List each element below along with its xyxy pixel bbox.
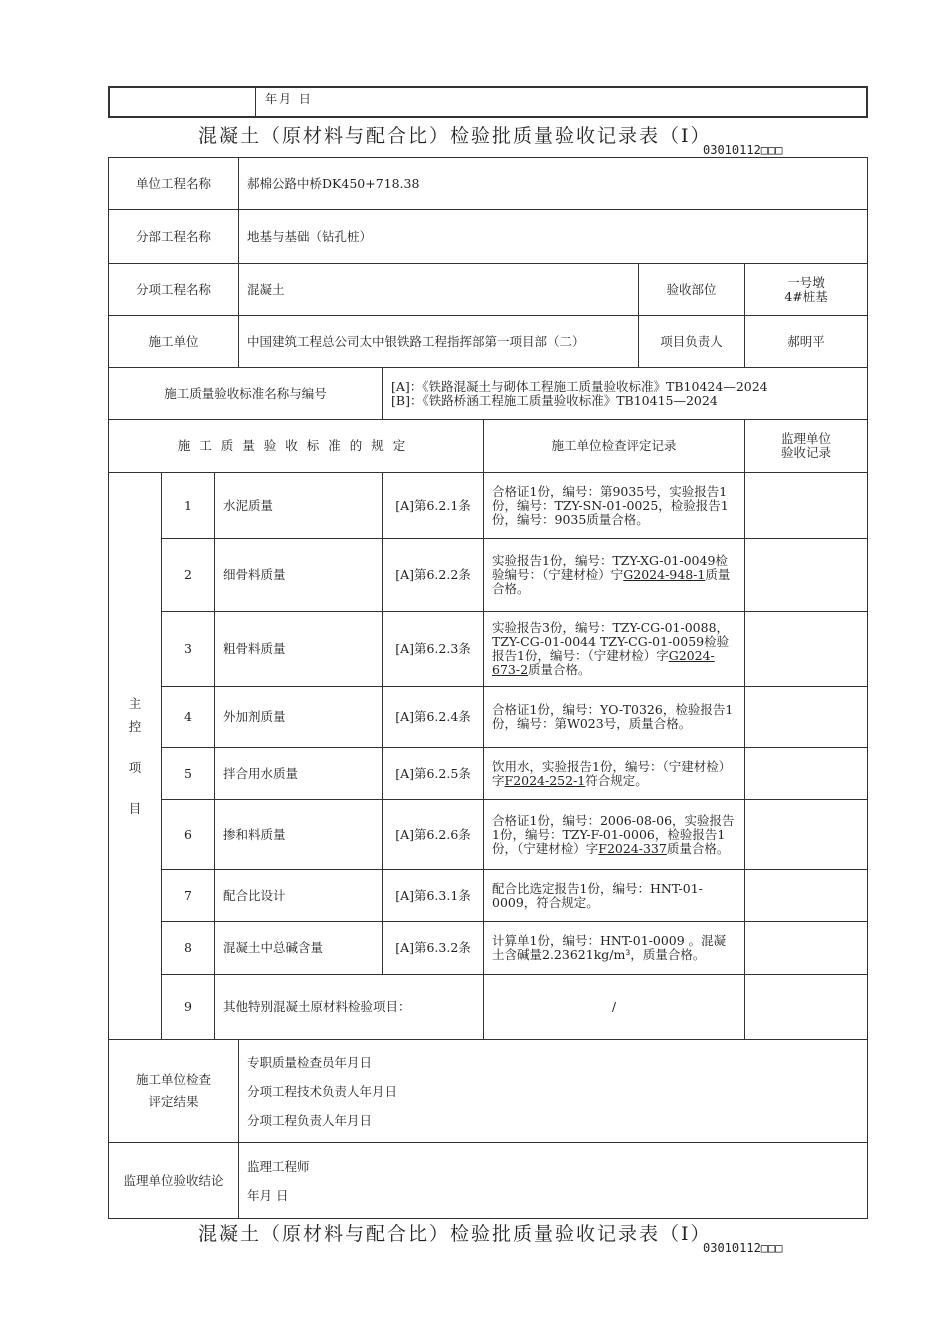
standard-values <box>383 368 868 420</box>
record-text: 饮用水，实验报告1份，编号：（宁建材检）字 <box>492 758 732 788</box>
division-row <box>109 210 868 264</box>
technical-lead-signature: 分项工程技术负责人年月日 <box>247 1083 398 1099</box>
item-supervisor-record <box>745 800 868 870</box>
form-title: 混凝土（原材料与配合比）检验批质量验收记录表（Ⅰ） <box>198 125 712 147</box>
subitem-label: 分项工程名称 <box>109 264 239 316</box>
item-clause: [A]第6.2.4条 <box>383 687 484 748</box>
item-no: 3 <box>162 612 215 687</box>
record-text: 实验报告1份，编号：TZY-XG-01-0049检验编号：（宁建材检）宁 <box>492 553 728 582</box>
item-clause: [A]第6.2.6条 <box>383 800 484 870</box>
previous-form-tail <box>108 86 868 118</box>
supervisor-result-signatures <box>239 1143 868 1219</box>
main-control-char: 主 <box>128 696 142 711</box>
item-record: 合格证1份，编号：第9035号，实验报告1份，编号：TZY-SN-01-0025，检验报告1份，编号：9035质量合格。 <box>484 473 745 539</box>
record-text: 质量合格。 <box>666 840 730 856</box>
record-report-number: G2024-673-2 <box>492 648 715 677</box>
contractor-result-signatures <box>239 1040 868 1143</box>
item-record: 配合比选定报告1份，编号：HNT-01-0009，符合规定。 <box>484 870 745 922</box>
contractor-row <box>109 316 868 368</box>
main-control-text <box>117 692 153 820</box>
unit-project-row <box>109 158 868 210</box>
inspection-part-line2: 4#桩基 <box>784 288 828 304</box>
item-supervisor-record <box>745 922 868 975</box>
item-clause: [A]第6.3.1条 <box>383 870 484 922</box>
form-code: 03010112□□□ <box>703 143 783 157</box>
inspection-form-table <box>108 157 868 1219</box>
division-label: 分部工程名称 <box>109 210 239 264</box>
item-row <box>109 687 868 748</box>
supervisor-header-line1: 监理单位 <box>781 431 832 446</box>
inspection-part-label: 验收部位 <box>639 264 745 316</box>
column-header-row <box>109 420 868 473</box>
record-text: 合格证1份，编号：2006-08-06，实验报告1份，编号：TZY-F-01-0006，检验报告1份，（宁建材检）字 <box>492 812 735 856</box>
item-name: 外加剂质量 <box>215 687 383 748</box>
standard-row <box>109 368 868 420</box>
contractor-result-label <box>109 1040 239 1143</box>
project-manager-value: 郝明平 <box>745 316 868 368</box>
item-row <box>109 612 868 687</box>
quality-inspector-signature: 专职质量检查员年月日 <box>247 1054 373 1070</box>
item-name: 掺和料质量 <box>215 800 383 870</box>
item-name: 细骨料质量 <box>215 539 383 612</box>
contractor-result-label-line2: 评定结果 <box>148 1094 199 1109</box>
item-no: 9 <box>162 975 215 1040</box>
item-supervisor-record <box>745 748 868 800</box>
subitem-value: 混凝土 <box>239 264 639 316</box>
item-record <box>484 800 745 870</box>
record-text: 质量合格。 <box>528 662 591 677</box>
contractor-value: 中国建筑工程总公司太中银铁路工程指挥部第一项目部（二） <box>239 316 639 368</box>
item-clause: [A]第6.2.5条 <box>383 748 484 800</box>
item-record: 计算单1份，编号：HNT-01-0009 。混凝土含碱量2.23621kg/m³，质量合格。 <box>484 922 745 975</box>
division-value: 地基与基础（钻孔桩） <box>239 210 868 264</box>
record-text: 符合规定。 <box>585 772 648 788</box>
item-record: 合格证1份，编号：YO-T0326，检验报告1份，编号：第W023号，质量合格。 <box>484 687 745 748</box>
record-report-number: G2024-948-1 <box>623 567 706 582</box>
inspection-part-line1: 一号墩 <box>787 274 825 290</box>
supervisor-record-header <box>745 420 868 473</box>
item-record <box>484 748 745 800</box>
item-supervisor-record <box>745 473 868 539</box>
item-supervisor-record <box>745 870 868 922</box>
main-control-char: 项 <box>128 760 142 775</box>
item-no: 4 <box>162 687 215 748</box>
item-record <box>484 539 745 612</box>
item-no: 7 <box>162 870 215 922</box>
item-name: 拌合用水质量 <box>215 748 383 800</box>
subitem-row <box>109 264 868 316</box>
supervisor-header-line2: 验收记录 <box>781 445 832 460</box>
contractor-result-row <box>109 1040 868 1143</box>
item-row <box>109 975 868 1040</box>
item-row <box>109 748 868 800</box>
record-text: 实验报告3份，编号：TZY-CG-01-0088，TZY-CG-01-0044 TZY-CG-01-0059检验报告1份，编号：（宁建材检）字 <box>492 620 730 663</box>
record-report-number: F2024-252-1 <box>504 772 586 788</box>
supervisor-result-label: 监理单位验收结论 <box>109 1143 239 1219</box>
spec-column-header: 施工质量验收标准的规定 <box>109 420 484 473</box>
standard-label: 施工质量验收标准名称与编号 <box>109 368 383 420</box>
supervisor-date: 年月 日 <box>247 1187 289 1203</box>
main-control-char: 控 <box>128 719 142 734</box>
item-supervisor-record <box>745 612 868 687</box>
item-clause: [A]第6.2.1条 <box>383 473 484 539</box>
item-name: 其他特别混凝土原材料检验项目： <box>215 975 484 1040</box>
main-control-label <box>109 473 162 1040</box>
contractor-record-header: 施工单位检查评定记录 <box>484 420 745 473</box>
item-clause: [A]第6.2.3条 <box>383 612 484 687</box>
item-record: / <box>484 975 745 1040</box>
subitem-lead-signature: 分项工程负责人年月日 <box>247 1112 373 1128</box>
project-manager-label: 项目负责人 <box>639 316 745 368</box>
item-name: 混凝土中总碱含量 <box>215 922 383 975</box>
item-row <box>109 800 868 870</box>
item-supervisor-record <box>745 687 868 748</box>
standard-a: [A]：《铁路混凝土与砌体工程施工质量验收标准》TB10424—2024 <box>391 378 768 394</box>
item-clause: [A]第6.2.2条 <box>383 539 484 612</box>
record-report-number: F2024-337 <box>598 840 667 856</box>
supervisor-engineer-signature: 监理工程师 <box>247 1158 310 1174</box>
item-row <box>109 473 868 539</box>
main-control-char: 目 <box>128 801 142 816</box>
date-text: 年月 日 <box>265 92 313 106</box>
standard-b: [B]：《铁路桥涵工程施工质量验收标准》TB10415—2024 <box>391 392 718 408</box>
item-name: 配合比设计 <box>215 870 383 922</box>
item-clause: [A]第6.3.2条 <box>383 922 484 975</box>
item-record <box>484 612 745 687</box>
item-no: 5 <box>162 748 215 800</box>
item-supervisor-record <box>745 975 868 1040</box>
record-text: 质量合格。 <box>492 567 731 596</box>
item-row <box>109 922 868 975</box>
inspection-part-value <box>745 264 868 316</box>
cell-divider <box>255 88 256 116</box>
item-no: 8 <box>162 922 215 975</box>
item-row <box>109 539 868 612</box>
item-name: 粗骨料质量 <box>215 612 383 687</box>
item-no: 6 <box>162 800 215 870</box>
footer-code: 03010112□□□ <box>703 1241 783 1255</box>
item-name: 水泥质量 <box>215 473 383 539</box>
contractor-label: 施工单位 <box>109 316 239 368</box>
contractor-result-label-line1: 施工单位检查 <box>135 1072 211 1087</box>
unit-project-label: 单位工程名称 <box>109 158 239 210</box>
supervisor-result-row <box>109 1143 868 1219</box>
item-supervisor-record <box>745 539 868 612</box>
item-no: 2 <box>162 539 215 612</box>
item-no: 1 <box>162 473 215 539</box>
item-row <box>109 870 868 922</box>
unit-project-value: 郝棉公路中桥DK450+718.38 <box>239 158 868 210</box>
footer-title: 混凝土（原材料与配合比）检验批质量验收记录表（Ⅰ） <box>198 1223 712 1245</box>
